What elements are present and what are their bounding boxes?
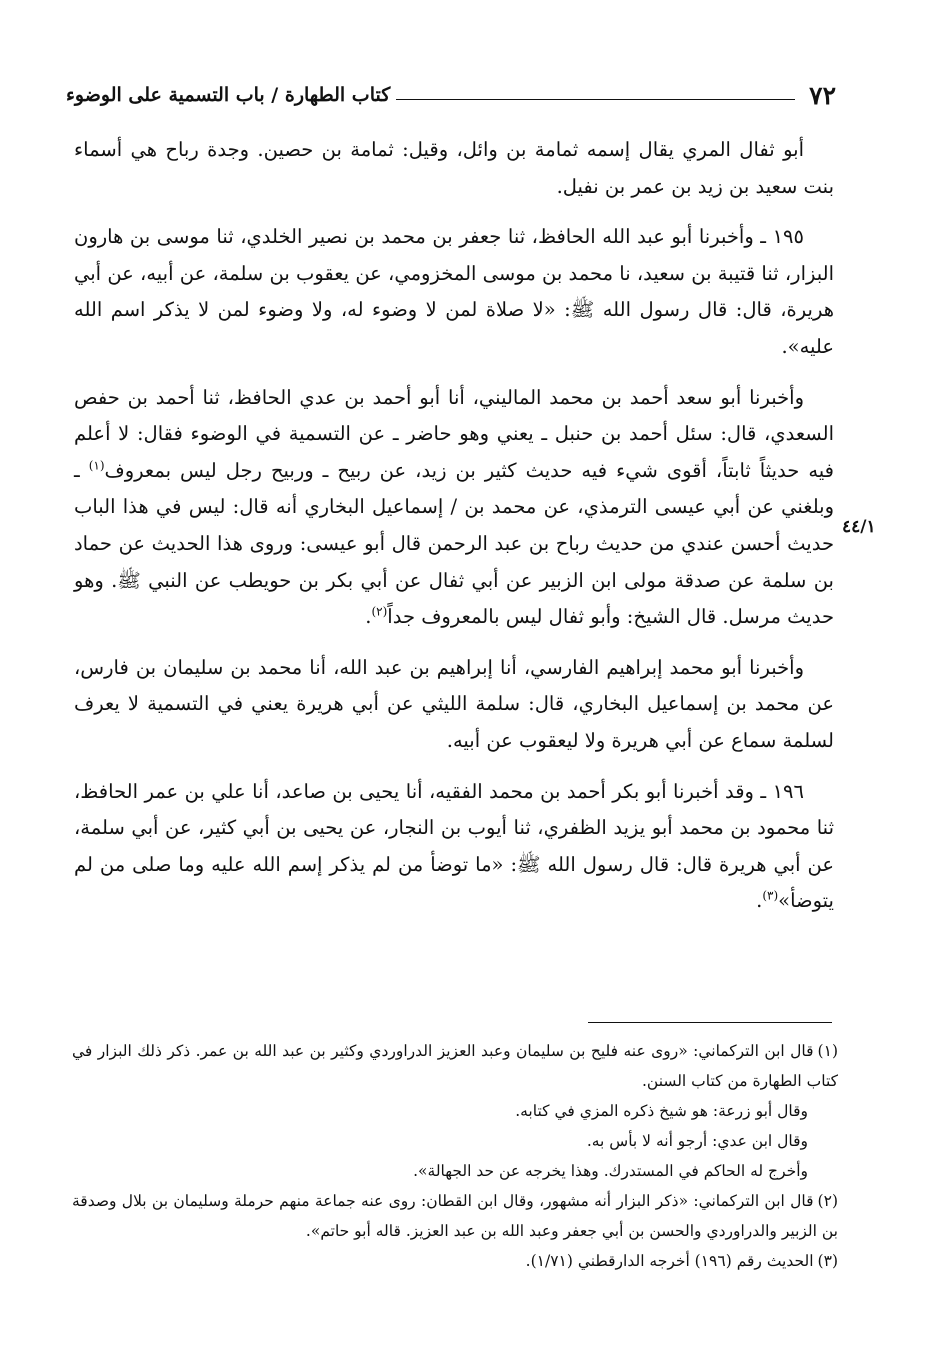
main-text <box>74 132 834 934</box>
footnote-3-text: الحديث رقم (١٩٦) أخرجه الدارقطني (١/٧١). <box>525 1252 814 1270</box>
paragraph-1: أبو ثفال المري يقال إسمه ثمامة بن وائل، وقيل: ثمامة بن حصين. وجدة رباح هي أسماء بنت سعيد بن زيد بن عمر بن نفيل. <box>74 138 834 198</box>
footnote-1-number: (١) <box>817 1042 838 1060</box>
paragraph-3 <box>74 380 834 636</box>
margin-manuscript-reference: ٤٤/١ <box>842 517 876 537</box>
running-title: كتاب الطهارة / باب التسمية على الوضوء <box>66 84 391 106</box>
footnote-2-text: قال ابن التركماني: «ذكر البزار أنه مشهور، وقال ابن القطان: روى عنه جماعة منهم حرملة وسليمان بن بلال وصدقة بن الزبير والدراوردي والحسن بن أبي جعفر وعبد الله بن عبد العزيز. قاله أبو حاتم». <box>72 1192 838 1240</box>
paragraph-hadith-196 <box>74 774 834 920</box>
footnote-1-text: قال ابن التركماني: «روى عنه فليح بن سليمان وعبد العزيز الدراوردي وكثير بن عبد الله بن عمر. ذكر ذلك البزار في كتاب الطهارة من كتاب السنن. <box>72 1042 838 1090</box>
paragraph-4: وأخبرنا أبو محمد إبراهيم الفارسي، أنا إبراهيم بن عبد الله، أنا محمد بن سليمان بن فارس، عن محمد بن إسماعيل البخاري، قال: سلمة الليثي عن أبي هريرة يعني في التسمية لا يعرف لسلمة سماع عن أبي هريرة ولا ليعقوب عن أبيه. <box>74 655 834 752</box>
footnote-1-line-3: وقال ابن عدي: أرجو أنه لا بأس به. <box>586 1132 808 1150</box>
paragraph-hadith-195: ١٩٥ ـ وأخبرنا أبو عبد الله الحافظ، ثنا جعفر بن محمد بن نصير الخلدي، ثنا موسى بن هارون البزار، ثنا قتيبة بن سعيد، نا محمد بن موسى المخزومي، عن يعقوب بن سلمة، عن أبيه، عن أبي هريرة، قال: قال رسول الله ﷺ: «لا صلاة لمن لا وضوء له، ولا وضوء لمن لا يذكر اسم الله عليه». <box>74 225 834 358</box>
paragraph-3-part-a: وأخبرنا أبو سعد أحمد بن محمد الماليني، أنا أبو أحمد بن عدي الحافظ، ثنا أحمد بن حفص السعدي، قال: سئل أحمد بن حنبل ـ يعني وهو حاضر ـ عن التسمية في الوضوء فقال: لا أعلم فيه حديثاً ثابتاً، أقوى شيء فيه حديث كثير بن زيد، عن ربيح ـ وربيح رجل ليس بمعروف <box>74 385 834 482</box>
footnote-3 <box>72 1246 838 1276</box>
footnote-ref-2[interactable]: (٢) <box>371 604 388 619</box>
paragraph-3-part-b: ـ وبلغني عن أبي عيسى الترمذي، عن محمد بن / إسماعيل البخاري أنه قال: ليس في هذا الباب حديث أحسن عندي من حديث رباح بن عبد الرحمن قال أبو عيسى: وروى هذا الحديث عن حماد بن سلمة عن صدقة مولى ابن الزبير عن أبي ثفال عن أبي بكر بن حويطب عن النبي ﷺ. وهو حديث مرسل. قال الشيخ: وأبو ثفال ليس بالمعروف جداً <box>74 458 834 629</box>
footnote-2 <box>72 1186 838 1246</box>
paragraph-3-part-c: . <box>365 605 372 629</box>
page-number: ٧٢ <box>809 80 836 110</box>
footnote-separator <box>588 1022 832 1023</box>
paragraph-5-part-b: . <box>756 889 763 913</box>
footnote-1 <box>72 1036 838 1096</box>
paragraph-5-part-a: ١٩٦ ـ وقد أخبرنا أبو بكر أحمد بن محمد الفقيه، أنا يحيى بن صاعد، أنا علي بن عمر الحافظ، ثنا محمود بن محمد أبو يزيد الظفري، ثنا أيوب بن النجار، عن يحيى بن أبي كثير، عن أبي سلمة، عن أبي هريرة قال: قال رسول الله ﷺ: «ما توضأ من لم يذكر إسم الله عليه وما صلى من لم يتوضأ» <box>74 779 834 913</box>
footnote-ref-3[interactable]: (٣) <box>762 888 779 903</box>
footnote-1-line-4: وأخرج له الحاكم في المستدرك. وهذا يخرجه عن حد الجهالة». <box>413 1162 808 1180</box>
page-header <box>66 78 836 112</box>
footnote-ref-1[interactable]: (١) <box>88 458 105 473</box>
header-rule <box>396 99 795 100</box>
footnotes <box>72 1036 838 1276</box>
footnote-3-number: (٣) <box>817 1252 838 1270</box>
footnote-1-line-2: وقال أبو زرعة: هو شيخ ذكره المزي في كتابه. <box>515 1102 808 1120</box>
footnote-2-number: (٢) <box>817 1192 838 1210</box>
